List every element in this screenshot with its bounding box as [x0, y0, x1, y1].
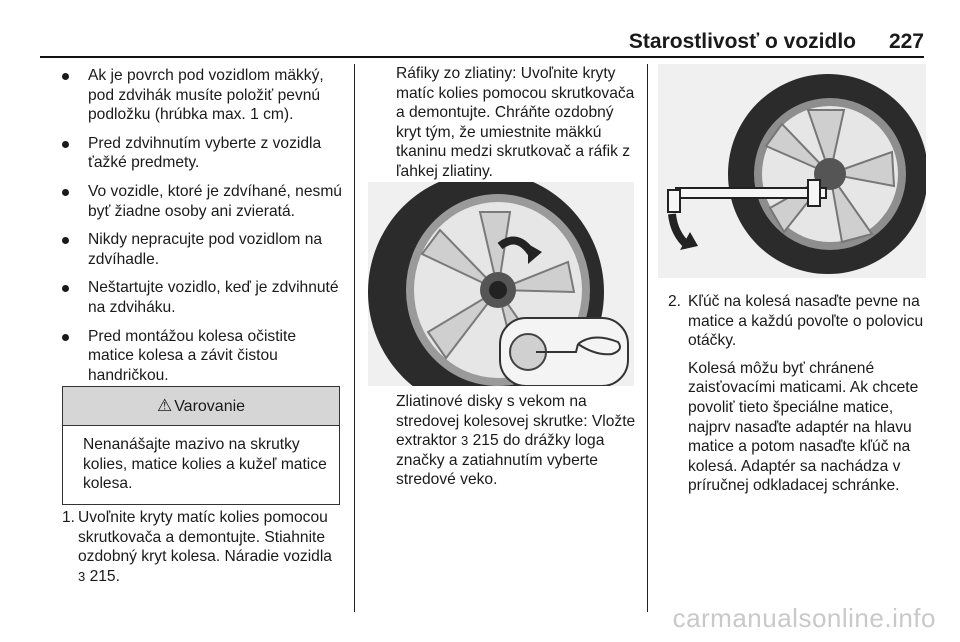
- list-item: Vo vozidle, ktoré je zdvíhané, nesmú byť žiadne osoby ani zvieratá.: [62, 182, 342, 221]
- step-1: [62, 508, 340, 586]
- precaution-list: [62, 66, 342, 385]
- bullet-icon: [62, 141, 69, 148]
- column-divider-left: [354, 64, 355, 612]
- list-item: Nikdy nepracujte pod vozidlom na zdvíhadle.: [62, 230, 342, 269]
- step-number: 1.: [62, 509, 76, 526]
- step-number: 2.: [668, 293, 682, 310]
- warning-box: [62, 386, 340, 505]
- header-rule: [40, 56, 924, 58]
- list-item: Neštartujte vozidlo, keď je zdvihnuté na zdviháku.: [62, 278, 342, 317]
- list-item: Pred zdvihnutím vyberte z vozidla ťažké predmety.: [62, 134, 342, 173]
- warning-triangle-icon: ⚠: [156, 396, 173, 415]
- bullet-icon: [62, 334, 69, 341]
- wheel-cap-illustration: [368, 182, 634, 386]
- bullet-icon: [62, 237, 69, 244]
- warning-header: [63, 387, 339, 426]
- figure-caption: Zliatinové disky s vekom na stredovej kolesovej skrutke: Vložte extraktor 3 215 do drážky loga značky a zatiahnutím vyberte stredové veko.: [396, 393, 636, 489]
- column-divider-right: [647, 64, 648, 612]
- step-note: Kolesá môžu byť chránené zaisťovacími maticami. Ak chcete povoliť tieto špeciálne matice, najprv nasaďte adaptér na hlavu matice a potom nasaďte kľúč na kolesá. Adaptér sa nachádza v príručnej odkladacej schránke.: [688, 359, 919, 495]
- figure-wheel-wrench: [658, 64, 926, 278]
- page-number: 227: [888, 30, 924, 53]
- wheel-wrench-illustration: [658, 64, 926, 278]
- page-header: [0, 0, 960, 58]
- watermark: carmanualsonline.info: [672, 603, 936, 633]
- list-item: Ak je povrch pod vozidlom mäkký, pod zdvihák musíte položiť pevnú podložku (hrúbka max. 1 cm).: [62, 66, 342, 125]
- bullet-icon: [62, 189, 69, 196]
- figure-center-cap-removal: [368, 182, 634, 386]
- warning-text: Nenanášajte mazivo na skrutky kolies, matice kolies a kužeľ matice kolesa.: [83, 436, 327, 493]
- page-reference-icon: 3: [461, 433, 469, 449]
- step-reference: 215.: [89, 567, 120, 585]
- bullet-icon: [62, 285, 69, 292]
- warning-title: Varovanie: [174, 398, 246, 415]
- bullet-icon: [62, 73, 69, 80]
- page-reference-icon: 3: [78, 568, 86, 584]
- column-1: [62, 64, 342, 394]
- list-item: Pred montážou kolesa očistite matice kolesa a závit čistou handričkou.: [62, 327, 342, 386]
- alloy-rim-paragraph: Ráfiky zo zliatiny: Uvoľnite kryty matíc kolies pomocou skrutkovača a demontujte. Chráňte ozdobný kryt tým, že umiestnite mäkkú tkaninu medzi skrutkovač a ráfik z ľahkej zliatiny.: [396, 65, 635, 180]
- step-text: Kľúč na kolesá nasaďte pevne na matice a každú povoľte o polovicu otáčky.: [688, 293, 924, 350]
- page-title: Starostlivosť o vozidlo: [628, 30, 856, 53]
- step-2: [668, 292, 934, 504]
- step-text: Uvoľnite kryty matíc kolies pomocou skrutkovača a demontujte. Stiahnite ozdobný kryt kolesa. Náradie vozidla: [78, 509, 332, 566]
- column-2: [396, 64, 638, 182]
